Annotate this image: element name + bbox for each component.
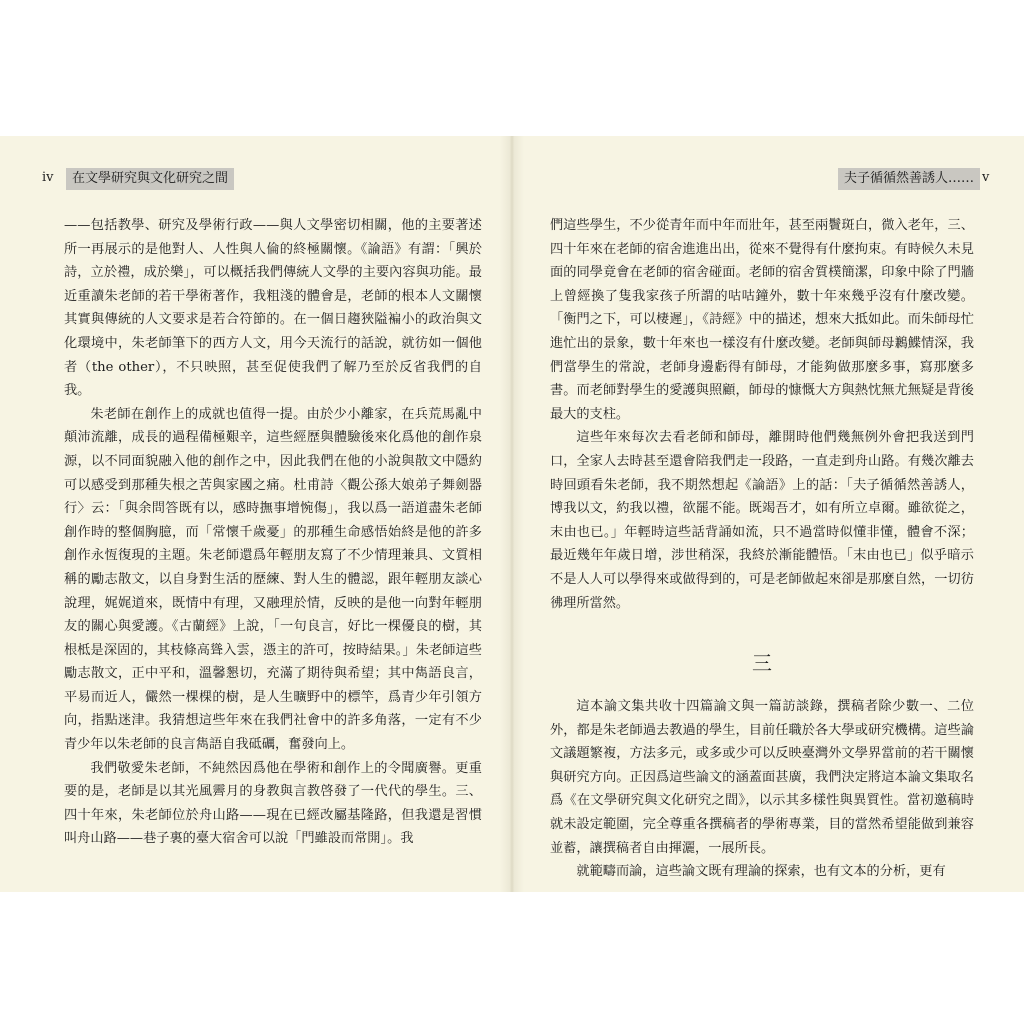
left-page	[0, 136, 512, 892]
left-page-header	[40, 168, 480, 190]
paragraph: 我們敬愛朱老師，不純然因爲他在學術和創作上的令聞廣譽。更重要的是，老師是以其光風霽月的身教與言教啓發了一代代的學生。三、四十年來，朱老師位於舟山路——現在已經改屬基隆路，但我還是習慣叫舟山路——巷子裏的臺大宿舍可以說「門雖設而常開」。我	[64, 760, 482, 847]
running-head-left: 在文學研究與文化研究之間	[66, 168, 234, 190]
paragraph: 這本論文集共收十四篇論文與一篇訪談錄，撰稿者除少數一、二位外，都是朱老師過去教過的學生，目前任職於各大學或研究機構。這些論文議題繁複，方法多元，或多或少可以反映臺灣外文學界當前的若干關懷與研究方向。正因爲這些論文的涵蓋面甚廣，我們決定將這本論文集取名爲《在文學研究與文化研究之間》，以示其多樣性與異質性。當初邀稿時就未設定範圍，完全尊重各撰稿者的學術專業，目的當然希望能做到兼容並蓄，讓撰稿者自由揮灑，一展所長。	[550, 699, 974, 856]
running-head-right: 夫子循循然善誘人……	[838, 168, 980, 190]
paragraph: 就範疇而論，這些論文既有理論的探索，也有文本的分析，更有	[576, 864, 946, 880]
left-page-body	[64, 214, 482, 851]
paragraph: ——包括教學、研究及學術行政——與人文學密切相關，他的主要著述所一再展示的是他對人、人性與人倫的終極關懷。《論語》有謂：「興於詩，立於禮，成於樂」，可以概括我們傳統人文學的主要內容與功能。最近重讀朱老師的若干學術著作，我粗淺的體會是，老師的根本人文關懷其實與傳統的人文要求是若合符節的。在一個日趨狹隘褊小的政治與文化環境中，朱老師筆下的西方人文，用今天流行的話說，就彷如一個他者（the other），不只映照，甚至促使我們了解乃至於反省我們的自我。	[64, 218, 482, 399]
right-page	[512, 136, 1024, 892]
paragraph: 們這些學生，不少從青年而中年而壯年，甚至兩鬢斑白，微入老年，三、四十年來在老師的宿舍進進出出，從來不覺得有什麼拘束。有時候久未見面的同學竟會在老師的宿舍碰面。老師的宿舍質樸簡潔，印象中除了門牆上曾經換了隻我家孩子所謂的咕咕鐘外，數十年來幾乎沒有什麼改變。「衡門之下，可以棲遲」，《詩經》中的描述，想來大抵如此。而朱師母忙進忙出的景象，數十年來也一樣沒有什麼改變。老師與師母鶼鰈情深，我們當學生的常說，老師身邊虧得有師母，才能夠做那麼多事，寫那麼多書。而老師對學生的愛護與照顧，師母的慷慨大方與熱忱無尤無疑是背後最大的支柱。	[550, 218, 974, 422]
right-page-body	[550, 214, 974, 884]
page-number-left: iv	[42, 170, 54, 185]
book-spread	[0, 136, 1024, 892]
section-heading: 三	[752, 651, 772, 676]
right-page-header	[512, 168, 1024, 190]
page-number-right: v	[982, 170, 990, 185]
paragraph: 朱老師在創作上的成就也值得一提。由於少小離家，在兵荒馬亂中顛沛流離，成長的過程備極艱辛，這些經歷與體驗後來化爲他的創作泉源，以不同面貌融入他的創作之中，因此我們在他的小說與散文中隱約可以感受到那種失根之苦與家國之痛。杜甫詩〈觀公孫大娘弟子舞劍器行〉云：「與余問答既有以，感時撫事增惋傷」，我以爲一語道盡朱老師創作時的整個胸臆，而「常懷千歲憂」的那種生命感悟始終是他的許多創作永恆復現的主題。朱老師還爲年輕朋友寫了不少情理兼具、文質相稱的勵志散文，以自身對生活的歷練、對人生的體認，跟年輕朋友談心說理，娓娓道來，既情中有理，又融理於情，反映的是他一向對年輕朋友的關心與愛護。《古蘭經》上說，「一句良言，好比一棵優良的樹，其根柢是深固的，其枝條高聳入雲，憑主的許可，按時結果。」朱老師這些勵志散文，正中平和，溫馨懇切，充滿了期待與希望；其中雋語良言，平易而近人，儼然一棵棵的樹，是人生曠野中的標竿，爲青少年引領方向，指點迷津。我猜想這些年來在我們社會中的許多角落，一定有不少青少年以朱老師的良言雋語自我砥礪，奮發向上。	[64, 406, 482, 753]
paragraph: 這些年來每次去看老師和師母，離開時他們幾無例外會把我送到門口，全家人去時甚至還會陪我們走一段路，一直走到舟山路。有幾次離去時回頭看朱老師，我不期然想起《論語》上的話：「夫子循循然善誘人，博我以文，約我以禮，欲罷不能。既竭吾才，如有所立卓爾。雖欲從之，末由也已。」年輕時這些話背誦如流，只不過當時似懂非懂，體會不深；最近幾年年歲日增，涉世稍深，我終於漸能體悟。「末由也已」似乎暗示不是人人可以學得來或做得到的，可是老師做起來卻是那麼自然，一切彷彿理所當然。	[550, 430, 974, 611]
